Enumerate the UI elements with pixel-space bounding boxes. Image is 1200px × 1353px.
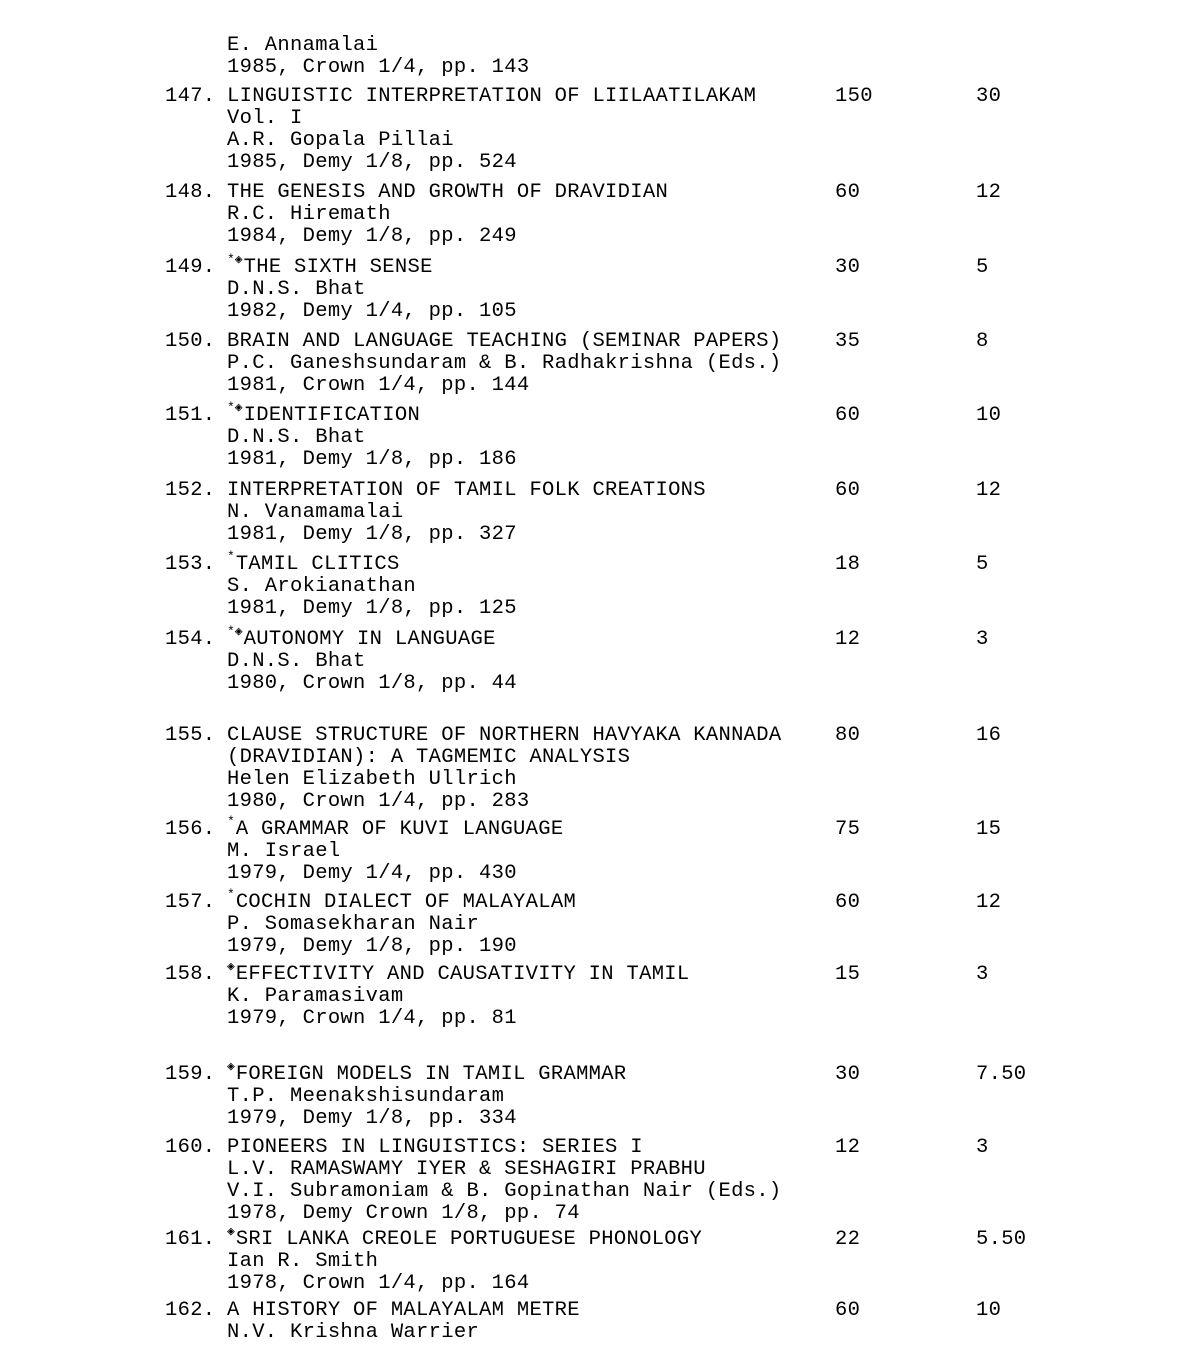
entry-title-text: COCHIN DIALECT OF MALAYALAM: [235, 891, 577, 914]
entry-number: 160.: [165, 1136, 216, 1159]
entry-marker: ◈: [227, 1224, 235, 1239]
entry-title-text: SRI LANKA CREOLE PORTUGUESE PHONOLOGY: [235, 1228, 703, 1251]
entry-marker: *◈: [227, 400, 243, 415]
entry-marker: *: [227, 814, 235, 829]
entry-details: 1981, Demy 1/8, pp. 186: [227, 448, 517, 471]
entry-price-2: 5: [976, 256, 989, 279]
entry-marker: *: [227, 549, 235, 564]
entry-number: 149.: [165, 256, 216, 279]
entry-details: 1979, Demy 1/8, pp. 190: [227, 935, 517, 958]
entry-price-1: 60: [835, 181, 861, 204]
entry-price-1: 150: [835, 85, 873, 108]
entry-price-2: 8: [976, 330, 989, 353]
entry-price-1: 12: [835, 1136, 861, 1159]
entry-price-2: 15: [976, 818, 1002, 841]
entry-author: M. Israel: [227, 840, 341, 863]
entry-price-2: 3: [976, 963, 989, 986]
entry-details: 1981, Demy 1/8, pp. 125: [227, 597, 517, 620]
entry-number: 153.: [165, 553, 216, 576]
entry-author: P.C. Ganeshsundaram & B. Radhakrishna (Eds.): [227, 352, 782, 375]
entry-author: Helen Elizabeth Ullrich: [227, 768, 517, 791]
entry-title: [227, 1300, 580, 1322]
entry-title-text: THE GENESIS AND GROWTH OF DRAVIDIAN: [227, 181, 669, 204]
entry-title-text: PIONEERS IN LINGUISTICS: SERIES I: [227, 1136, 643, 1159]
entry-title: [227, 182, 668, 204]
entry-author: N. Vanamamalai: [227, 501, 404, 524]
entry-title: [227, 959, 690, 987]
entry-author: Ian R. Smith: [227, 1250, 379, 1273]
entry-details: 1984, Demy 1/8, pp. 249: [227, 225, 517, 248]
entry-price-2: 30: [976, 85, 1002, 108]
entry-title-text: FOREIGN MODELS IN TAMIL GRAMMAR: [235, 1063, 627, 1086]
entry-number: 155.: [165, 724, 216, 747]
entry-marker: ◈: [227, 959, 235, 974]
entry-price-2: 3: [976, 628, 989, 651]
entry-title: [227, 725, 782, 747]
entry-price-1: 60: [835, 479, 861, 502]
entry-title-text: LINGUISTIC INTERPRETATION OF LIILAATILAKAM: [227, 85, 757, 108]
entry-number: 147.: [165, 85, 216, 108]
entry-price-2: 10: [976, 404, 1002, 427]
entry-number: 161.: [165, 1228, 216, 1251]
entry-title: [227, 400, 421, 428]
entry-title: [227, 331, 782, 353]
entry-price-2: 5.50: [976, 1228, 1027, 1251]
entry-title-text: CLAUSE STRUCTURE OF NORTHERN HAVYAKA KANNADA: [227, 724, 782, 747]
entry-author: P. Somasekharan Nair: [227, 913, 480, 936]
entry-details: 1979, Demy 1/4, pp. 430: [227, 862, 517, 885]
entry-number: 148.: [165, 181, 216, 204]
entry-title: [227, 624, 496, 652]
entry-details: 1980, Crown 1/4, pp. 283: [227, 790, 530, 813]
entry-title-continued: L.V. RAMASWAMY IYER & SESHAGIRI PRABHU: [227, 1158, 706, 1181]
entry-price-1: 12: [835, 628, 861, 651]
entry-price-1: 18: [835, 553, 861, 576]
entry-title: [227, 549, 400, 577]
entry-title: [227, 887, 577, 915]
entry-title-text: AUTONOMY IN LANGUAGE: [243, 628, 496, 651]
entry-marker: *◈: [227, 252, 243, 267]
entry-price-1: 30: [835, 1063, 861, 1086]
entry-price-1: 35: [835, 330, 861, 353]
entry-price-2: 12: [976, 181, 1002, 204]
entry-number: 154.: [165, 628, 216, 651]
preface-details: 1985, Crown 1/4, pp. 143: [227, 56, 530, 79]
entry-price-2: 7.50: [976, 1063, 1027, 1086]
entry-price-2: 10: [976, 1299, 1002, 1322]
entry-title-text: THE SIXTH SENSE: [243, 256, 433, 279]
entry-price-2: 3: [976, 1136, 989, 1159]
entry-price-1: 22: [835, 1228, 861, 1251]
entry-title: [227, 1224, 703, 1252]
entry-price-1: 60: [835, 891, 861, 914]
entry-author: D.N.S. Bhat: [227, 426, 366, 449]
entry-price-1: 60: [835, 1299, 861, 1322]
entry-author: N.V. Krishna Warrier: [227, 1321, 480, 1344]
entry-marker: *: [227, 887, 235, 902]
entry-details: 1979, Crown 1/4, pp. 81: [227, 1007, 517, 1030]
entry-price-2: 5: [976, 553, 989, 576]
entry-number: 162.: [165, 1299, 216, 1322]
entry-title: [227, 1059, 627, 1087]
entry-author: V.I. Subramoniam & B. Gopinathan Nair (Eds.): [227, 1180, 782, 1203]
entry-title: [227, 480, 706, 502]
entry-price-1: 60: [835, 404, 861, 427]
entry-price-2: 12: [976, 479, 1002, 502]
entry-author: R.C. Hiremath: [227, 203, 391, 226]
entry-author: A.R. Gopala Pillai: [227, 129, 454, 152]
entry-details: 1981, Demy 1/8, pp. 327: [227, 523, 517, 546]
entry-number: 151.: [165, 404, 216, 427]
entry-title: [227, 1137, 643, 1159]
entry-price-1: 30: [835, 256, 861, 279]
entry-details: 1985, Demy 1/8, pp. 524: [227, 151, 517, 174]
entry-number: 150.: [165, 330, 216, 353]
entry-details: 1978, Demy Crown 1/8, pp. 74: [227, 1202, 580, 1225]
entry-number: 158.: [165, 963, 216, 986]
entry-title-text: EFFECTIVITY AND CAUSATIVITY IN TAMIL: [235, 963, 690, 986]
preface-author: E. Annamalai: [227, 34, 379, 57]
entry-number: 159.: [165, 1063, 216, 1086]
entry-author: S. Arokianathan: [227, 575, 417, 598]
entry-author: D.N.S. Bhat: [227, 278, 366, 301]
entry-number: 157.: [165, 891, 216, 914]
entry-author: D.N.S. Bhat: [227, 650, 366, 673]
entry-title-text: INTERPRETATION OF TAMIL FOLK CREATIONS: [227, 479, 706, 502]
entry-title-continued: (DRAVIDIAN): A TAGMEMIC ANALYSIS: [227, 746, 631, 769]
entry-details: 1978, Crown 1/4, pp. 164: [227, 1272, 530, 1295]
entry-title: [227, 86, 756, 108]
entry-number: 152.: [165, 479, 216, 502]
entry-marker: *◈: [227, 624, 243, 639]
entry-title-text: A GRAMMAR OF KUVI LANGUAGE: [235, 818, 564, 841]
entry-author: T.P. Meenakshisundaram: [227, 1085, 505, 1108]
entry-title-text: TAMIL CLITICS: [235, 553, 400, 576]
entry-price-1: 75: [835, 818, 861, 841]
entry-marker: ◈: [227, 1059, 235, 1074]
entry-details: 1982, Demy 1/4, pp. 105: [227, 300, 517, 323]
entry-details: 1981, Crown 1/4, pp. 144: [227, 374, 530, 397]
entry-title-text: A HISTORY OF MALAYALAM METRE: [227, 1299, 580, 1322]
entry-details: 1979, Demy 1/8, pp. 334: [227, 1107, 517, 1130]
entry-number: 156.: [165, 818, 216, 841]
entry-title-text: BRAIN AND LANGUAGE TEACHING (SEMINAR PAPERS): [227, 330, 782, 353]
entry-details: 1980, Crown 1/8, pp. 44: [227, 672, 517, 695]
entry-title: [227, 252, 433, 280]
entry-price-2: 12: [976, 891, 1002, 914]
entry-author: K. Paramasivam: [227, 985, 404, 1008]
entry-price-2: 16: [976, 724, 1002, 747]
entry-title-continued: Vol. I: [227, 107, 303, 130]
entry-price-1: 80: [835, 724, 861, 747]
entry-title: [227, 814, 564, 842]
entry-title-text: IDENTIFICATION: [243, 404, 421, 427]
entry-price-1: 15: [835, 963, 861, 986]
